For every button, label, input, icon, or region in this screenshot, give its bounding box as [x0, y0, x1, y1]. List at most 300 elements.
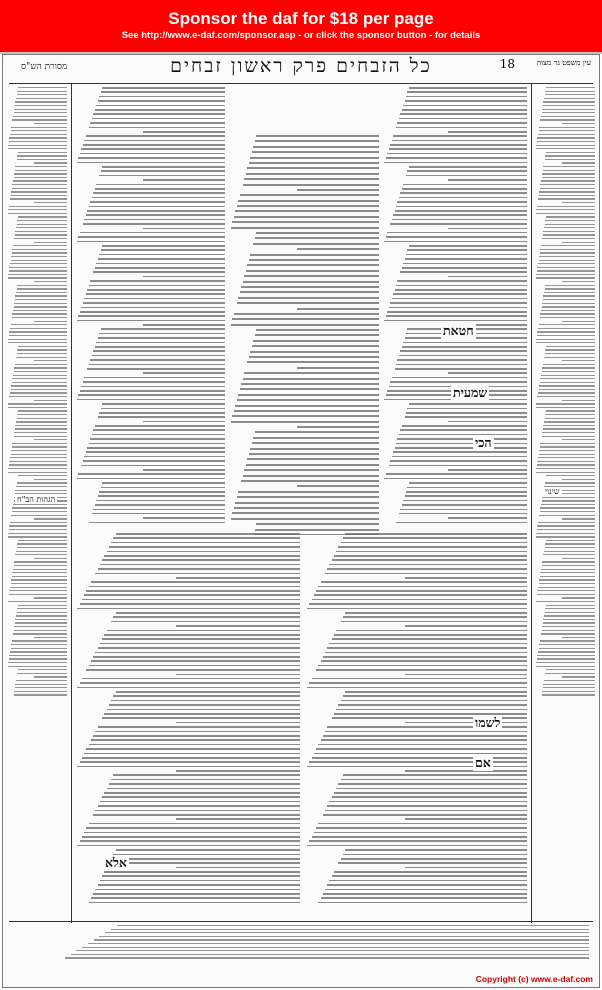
text-line — [536, 407, 595, 408]
text-line — [338, 704, 527, 706]
text-line — [536, 209, 595, 210]
text-line — [91, 660, 300, 662]
text-line — [80, 682, 301, 684]
text-line — [542, 367, 595, 368]
text-line — [539, 127, 595, 128]
text-line — [545, 220, 595, 221]
text-line — [405, 674, 527, 676]
text-line — [409, 482, 527, 484]
text-line — [231, 518, 380, 520]
margin-heading-shinui: שינוי — [545, 487, 560, 496]
text-line — [402, 425, 527, 427]
text-line — [543, 428, 595, 429]
text-line — [343, 537, 527, 539]
text-line — [17, 353, 67, 354]
text-line — [102, 166, 225, 168]
text-line — [407, 249, 527, 251]
text-line — [83, 381, 226, 383]
text-line — [249, 453, 380, 455]
text-line — [395, 210, 527, 212]
text-line — [250, 157, 379, 159]
text-line — [17, 94, 67, 95]
text-line — [176, 770, 300, 772]
text-line — [95, 425, 226, 427]
text-line — [111, 779, 300, 781]
text-line — [71, 954, 589, 955]
text-line — [334, 555, 527, 557]
text-line — [256, 523, 379, 525]
text-line — [405, 495, 527, 497]
text-line — [17, 159, 67, 160]
text-line — [537, 461, 595, 462]
text-line — [95, 652, 300, 654]
text-line — [325, 652, 527, 654]
text-line — [86, 214, 226, 216]
text-line — [253, 243, 379, 245]
text-line — [247, 458, 379, 460]
text-line — [544, 421, 595, 422]
text-line — [77, 399, 226, 401]
text-line — [109, 862, 300, 864]
text-line — [409, 403, 527, 405]
text-line — [14, 112, 67, 113]
text-line — [34, 479, 67, 480]
text-line — [11, 454, 67, 455]
text-line — [12, 443, 67, 444]
text-line — [92, 355, 226, 357]
text-line — [402, 504, 527, 506]
text-line — [99, 254, 225, 256]
text-line — [13, 245, 67, 246]
text-line — [8, 148, 67, 149]
text-line — [539, 579, 595, 580]
text-line — [12, 188, 67, 189]
text-line — [539, 130, 595, 131]
text-line — [11, 191, 67, 192]
text-line — [545, 482, 595, 483]
text-line — [12, 249, 67, 250]
text-line — [100, 880, 300, 882]
text-line — [255, 431, 380, 433]
text-line — [99, 491, 225, 493]
text-line — [448, 421, 527, 423]
text-line — [17, 608, 67, 609]
text-line — [544, 551, 595, 552]
text-line — [544, 98, 595, 99]
text-line — [95, 731, 300, 733]
text-line — [90, 122, 225, 124]
text-line — [542, 626, 595, 627]
text-line — [314, 753, 527, 755]
text-line — [17, 418, 67, 419]
text-line — [109, 546, 300, 548]
text-line — [537, 137, 595, 138]
text-line — [390, 302, 527, 304]
text-line — [92, 513, 226, 515]
text-line — [403, 105, 527, 107]
text-line — [327, 568, 527, 570]
text-line — [395, 368, 527, 370]
copyright-notice[interactable]: Copyright (c) www.e-daf.com — [475, 974, 593, 984]
page-number: 18 — [499, 57, 515, 71]
text-line — [143, 469, 226, 471]
text-line — [84, 753, 300, 755]
text-line — [13, 180, 67, 181]
text-line — [538, 522, 595, 523]
text-line — [542, 561, 595, 562]
keyword-hakh: הכי — [475, 435, 492, 450]
text-line — [332, 559, 527, 561]
text-line — [12, 378, 67, 379]
text-line — [76, 950, 589, 951]
text-line — [345, 849, 527, 851]
text-line — [116, 612, 301, 614]
text-line — [11, 583, 67, 584]
text-line — [390, 381, 527, 383]
text-line — [393, 135, 527, 137]
text-line — [113, 774, 300, 776]
text-line — [332, 875, 527, 877]
text-line — [95, 188, 226, 190]
text-line — [562, 597, 595, 598]
text-line — [15, 425, 67, 426]
text-line — [101, 328, 226, 330]
text-line — [34, 123, 67, 124]
text-line — [538, 198, 595, 199]
text-line — [545, 353, 595, 354]
text-line — [403, 500, 527, 502]
text-line — [18, 410, 67, 411]
text-line — [9, 396, 67, 397]
text-line — [17, 482, 67, 483]
text-line — [87, 368, 225, 370]
text-line — [307, 687, 527, 689]
text-line — [400, 113, 527, 115]
text-line — [345, 533, 527, 535]
text-line — [15, 295, 67, 296]
text-line — [318, 665, 527, 667]
text-line — [96, 500, 225, 502]
text-line — [84, 219, 225, 221]
text-line — [16, 421, 67, 422]
text-line — [86, 451, 226, 453]
text-line — [143, 517, 226, 519]
text-line — [12, 317, 67, 318]
text-line — [323, 735, 527, 737]
text-line — [309, 761, 527, 763]
text-line — [562, 400, 595, 401]
text-line — [91, 739, 300, 741]
text-line — [542, 303, 595, 304]
text-line — [241, 383, 379, 385]
rashi-column — [383, 87, 527, 527]
text-line — [9, 464, 67, 465]
text-line — [18, 346, 67, 347]
text-line — [111, 929, 589, 930]
text-line — [82, 678, 300, 680]
text-line — [12, 640, 67, 641]
text-line — [536, 536, 595, 537]
text-line — [111, 621, 300, 623]
text-line — [93, 893, 300, 895]
text-line — [237, 399, 380, 401]
text-line — [541, 569, 595, 570]
text-line — [17, 349, 67, 350]
text-line — [345, 612, 527, 614]
text-line — [244, 372, 379, 374]
text-line — [14, 173, 67, 174]
text-line — [34, 676, 67, 677]
text-line — [384, 241, 527, 243]
text-line — [403, 342, 527, 344]
text-line — [247, 167, 379, 169]
text-line — [387, 153, 527, 155]
text-line — [10, 457, 67, 458]
text-line — [80, 232, 226, 234]
text-line — [540, 511, 595, 512]
text-line — [77, 766, 300, 768]
text-line — [237, 302, 380, 304]
text-line — [240, 291, 380, 293]
text-line — [542, 112, 595, 113]
text-line — [405, 818, 527, 820]
text-line — [541, 633, 595, 634]
text-line — [95, 889, 300, 891]
text-line — [329, 564, 527, 566]
sponsor-subtitle[interactable]: See http://www.e-daf.com/sponsor.asp - or click the sponsor button - for details — [121, 30, 481, 41]
text-line — [12, 576, 67, 577]
text-line — [396, 206, 527, 208]
text-line — [390, 460, 527, 462]
text-line — [537, 270, 595, 271]
text-line — [88, 943, 589, 944]
text-line — [250, 351, 379, 353]
text-line — [393, 214, 527, 216]
right-margin-rule — [531, 83, 532, 923]
text-line — [80, 603, 301, 605]
text-line — [309, 603, 527, 605]
text-line — [562, 676, 595, 677]
text-line — [9, 590, 67, 591]
text-line — [405, 577, 527, 579]
text-line — [406, 412, 527, 414]
text-line — [9, 461, 67, 462]
text-line — [84, 456, 225, 458]
masoret-heading: מסורת הש"ס — [21, 62, 68, 72]
text-line — [542, 630, 595, 631]
text-line — [84, 140, 225, 142]
text-line — [11, 648, 67, 649]
text-line — [8, 601, 67, 602]
text-line — [13, 310, 67, 311]
text-line — [384, 320, 527, 322]
text-line — [16, 615, 67, 616]
text-line — [90, 201, 225, 203]
text-line — [12, 313, 67, 314]
text-line — [448, 179, 527, 181]
text-line — [334, 871, 527, 873]
text-line — [297, 367, 380, 369]
text-line — [323, 814, 527, 816]
text-line — [256, 329, 379, 331]
text-line — [234, 313, 380, 315]
text-line — [542, 565, 595, 566]
text-line — [14, 371, 67, 372]
text-line — [545, 285, 595, 286]
sponsor-title: Sponsor the daf for $18 per page — [168, 9, 434, 28]
text-line — [448, 228, 527, 230]
text-line — [11, 260, 67, 261]
text-line — [539, 256, 595, 257]
text-line — [16, 357, 67, 358]
text-line — [91, 897, 300, 899]
text-line — [393, 293, 527, 295]
text-line — [400, 509, 527, 511]
text-line — [15, 554, 67, 555]
text-line — [327, 884, 527, 886]
text-line — [93, 271, 225, 273]
text-line — [93, 735, 300, 737]
text-line — [89, 127, 226, 129]
text-line — [15, 622, 67, 623]
text-line — [395, 289, 527, 291]
text-line — [34, 637, 67, 638]
text-line — [86, 293, 226, 295]
text-line — [562, 242, 595, 243]
text-line — [14, 306, 67, 307]
text-line — [15, 234, 67, 235]
text-line — [399, 118, 527, 120]
text-line — [234, 410, 380, 412]
text-line — [9, 331, 67, 332]
text-line — [244, 178, 379, 180]
text-line — [406, 175, 527, 177]
right-margin-text — [535, 87, 595, 917]
text-line — [540, 249, 595, 250]
text-line — [241, 480, 379, 482]
text-line — [537, 594, 595, 595]
text-line — [252, 345, 380, 347]
text-line — [334, 792, 527, 794]
text-line — [116, 849, 301, 851]
text-line — [448, 517, 527, 519]
text-line — [90, 280, 225, 282]
text-line — [8, 274, 67, 275]
text-line — [93, 429, 225, 431]
text-line — [538, 587, 595, 588]
text-line — [232, 415, 379, 417]
text-line — [12, 252, 67, 253]
keyword-ela: אלא — [105, 855, 127, 870]
text-line — [9, 335, 67, 336]
text-line — [13, 375, 67, 376]
text-line — [321, 897, 527, 899]
text-line — [176, 867, 300, 869]
text-line — [82, 836, 300, 838]
text-line — [341, 542, 527, 544]
text-line — [537, 464, 595, 465]
text-line — [98, 416, 226, 418]
text-line — [543, 684, 595, 685]
text-line — [307, 766, 527, 768]
text-line — [34, 518, 67, 519]
text-line — [98, 337, 226, 339]
text-line — [77, 845, 300, 847]
text-line — [405, 770, 527, 772]
text-line — [542, 500, 595, 501]
text-line — [540, 640, 595, 641]
text-line — [539, 648, 595, 649]
text-line — [543, 105, 595, 106]
text-line — [309, 682, 527, 684]
text-line — [297, 485, 380, 487]
text-line — [323, 893, 527, 895]
text-line — [240, 388, 380, 390]
text-line — [255, 140, 380, 142]
text-line — [237, 205, 380, 207]
text-line — [98, 805, 301, 807]
text-line — [98, 647, 301, 649]
text-line — [396, 443, 527, 445]
text-line — [8, 468, 67, 469]
text-line — [9, 137, 67, 138]
text-line — [231, 227, 380, 229]
text-line — [538, 263, 595, 264]
text-line — [392, 377, 527, 379]
text-line — [246, 173, 380, 175]
text-line — [17, 155, 67, 156]
text-line — [538, 328, 595, 329]
text-line — [95, 346, 226, 348]
text-line — [14, 565, 67, 566]
text-line — [255, 529, 380, 531]
text-line — [84, 594, 300, 596]
text-line — [327, 805, 527, 807]
text-line — [17, 91, 67, 92]
text-line — [243, 184, 380, 186]
right-margin-column — [535, 87, 595, 917]
text-line — [10, 198, 67, 199]
text-line — [409, 166, 527, 168]
text-line — [99, 333, 225, 335]
text-line — [402, 188, 527, 190]
text-line — [240, 194, 380, 196]
text-line — [87, 447, 225, 449]
text-line — [318, 744, 527, 746]
text-line — [540, 184, 595, 185]
text-line — [400, 271, 527, 273]
text-line — [543, 619, 595, 620]
text-line — [8, 277, 67, 278]
text-line — [562, 439, 595, 440]
text-line — [14, 561, 67, 562]
text-line — [407, 487, 527, 489]
text-line — [541, 375, 595, 376]
text-line — [537, 655, 595, 656]
text-line — [448, 469, 527, 471]
sponsor-banner[interactable] — [0, 0, 602, 54]
text-line — [102, 717, 300, 719]
text-line — [102, 796, 300, 798]
text-line — [297, 189, 380, 191]
text-line — [536, 342, 595, 343]
text-line — [113, 854, 300, 856]
text-line — [392, 219, 527, 221]
text-line — [84, 298, 225, 300]
text-line — [536, 339, 595, 340]
text-line — [11, 389, 67, 390]
text-line — [34, 321, 67, 322]
